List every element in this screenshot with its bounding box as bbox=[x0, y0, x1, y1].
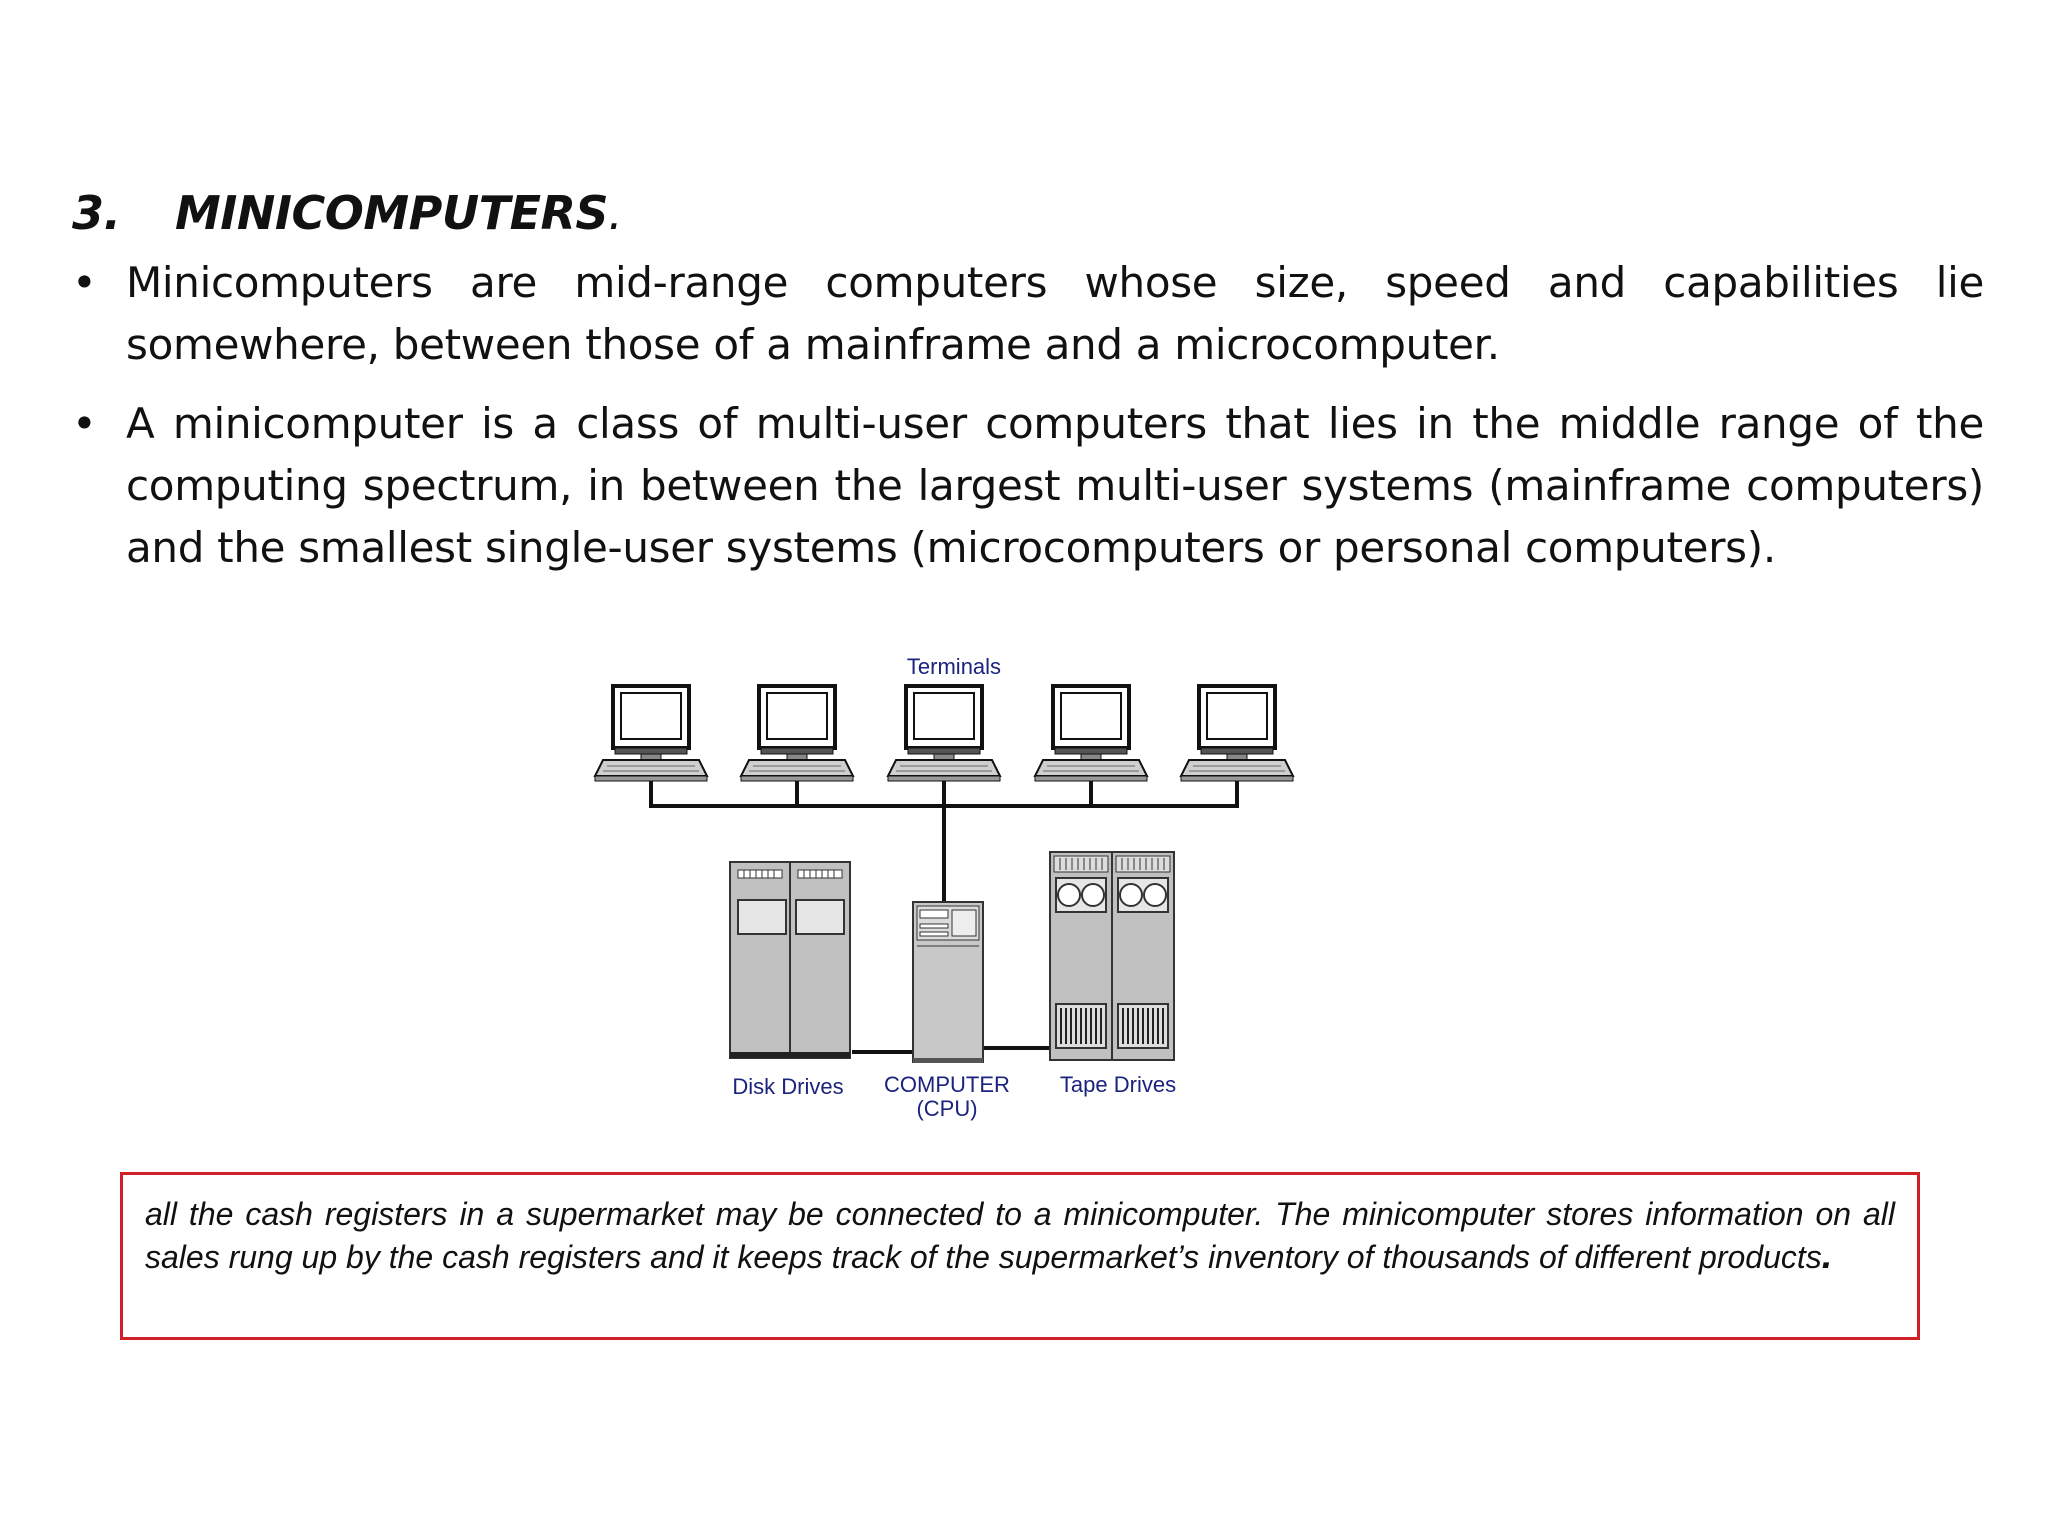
bullet-item bbox=[72, 393, 1984, 579]
bullet-item bbox=[72, 252, 1984, 376]
bullet-icon: • bbox=[72, 258, 97, 307]
tape-drives-label: Tape Drives bbox=[1059, 1072, 1177, 1097]
slide-heading bbox=[72, 186, 622, 240]
cpu-tower-icon bbox=[913, 902, 983, 1063]
bullet-text: Minicomputers are mid-range computers whose size, speed and capabilities lie somewhere, between those of a mainframe and a microcomputer. bbox=[126, 258, 1984, 369]
heading-number: 3. bbox=[72, 186, 121, 240]
terminal-icon bbox=[595, 686, 707, 781]
computer-label: COMPUTER bbox=[884, 1072, 1010, 1097]
note-end: . bbox=[1821, 1235, 1833, 1277]
bullet-text: A minicomputer is a class of multi-user computers that lies in the middle range of the computing spectrum, in between the largest multi-user systems (mainframe computers) and the smallest single-user systems (microcomputers or personal computers). bbox=[126, 399, 1984, 572]
terminals-label: Terminals bbox=[906, 654, 1002, 679]
tape-drives-icon bbox=[1050, 852, 1174, 1060]
note-text: all the cash registers in a supermarket may be connected to a minicomputer. The minicomputer stores information on all sales rung up by the cash registers and it keeps track of the supermarket’s inventory of thousands of different products bbox=[145, 1196, 1895, 1275]
disk-drives-icon bbox=[730, 862, 850, 1058]
disk-drives-label: Disk Drives bbox=[732, 1074, 844, 1099]
minicomputer-network-diagram bbox=[580, 640, 1300, 1130]
bullet-icon: • bbox=[72, 399, 97, 448]
heading-title: MINICOMPUTERS bbox=[175, 186, 609, 240]
example-note-box bbox=[120, 1172, 1920, 1340]
cpu-label: (CPU) bbox=[916, 1096, 978, 1121]
terminal-icon bbox=[888, 686, 1000, 781]
terminal-icon bbox=[1035, 686, 1147, 781]
terminal-icon bbox=[741, 686, 853, 781]
heading-punct: . bbox=[608, 186, 623, 240]
bullet-list bbox=[72, 252, 1984, 596]
terminal-icon bbox=[1181, 686, 1293, 781]
